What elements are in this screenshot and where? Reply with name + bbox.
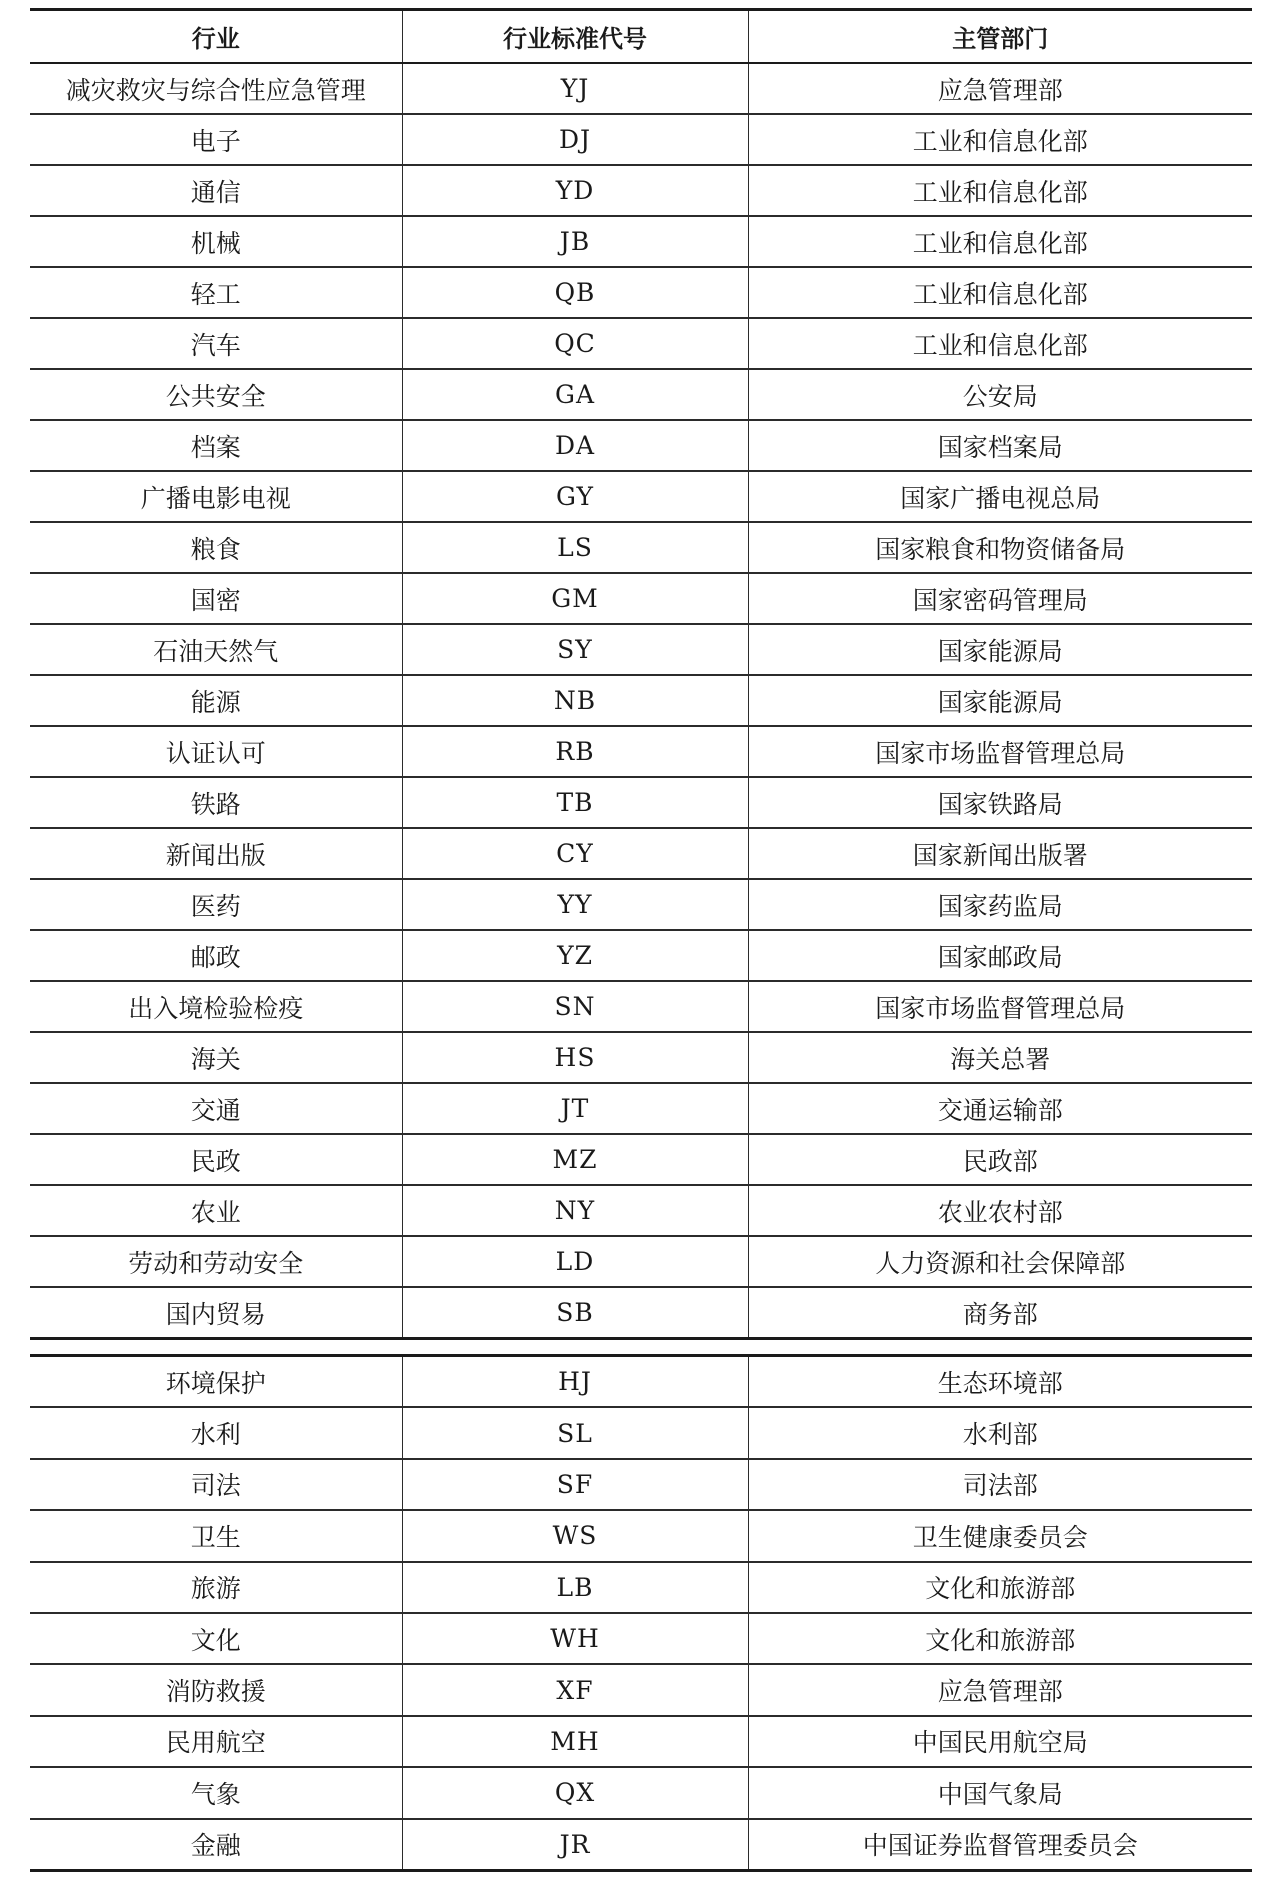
table-row [30,1356,1252,1408]
table-row [30,471,1252,522]
cell-code: GA [402,369,748,420]
cell-code: DA [402,420,748,471]
cell-department: 国家新闻出版署 [748,828,1252,879]
cell-industry: 铁路 [30,777,402,828]
cell-industry: 医药 [30,879,402,930]
table-row [30,1716,1252,1767]
cell-code: QC [402,318,748,369]
cell-industry: 国密 [30,573,402,624]
cell-industry: 通信 [30,165,402,216]
cell-department: 国家能源局 [748,624,1252,675]
cell-department: 民政部 [748,1134,1252,1185]
cell-industry: 气象 [30,1767,402,1818]
table-row [30,1562,1252,1613]
cell-code: NY [402,1185,748,1236]
cell-industry: 水利 [30,1407,402,1458]
cell-code: JT [402,1083,748,1134]
header-department: 主管部门 [748,10,1252,64]
cell-code: SL [402,1407,748,1458]
table-row [30,267,1252,318]
cell-code: RB [402,726,748,777]
cell-code: NB [402,675,748,726]
header-code: 行业标准代号 [402,10,748,64]
table-row [30,1767,1252,1818]
cell-industry: 环境保护 [30,1356,402,1408]
cell-code: HJ [402,1356,748,1408]
table-row [30,1185,1252,1236]
cell-code: LS [402,522,748,573]
cell-industry: 国内贸易 [30,1287,402,1339]
cell-code: WH [402,1613,748,1664]
cell-industry: 司法 [30,1459,402,1510]
table-row [30,675,1252,726]
cell-department: 农业农村部 [748,1185,1252,1236]
cell-code: GM [402,573,748,624]
cell-industry: 交通 [30,1083,402,1134]
cell-department: 工业和信息化部 [748,267,1252,318]
cell-industry: 卫生 [30,1510,402,1561]
cell-industry: 电子 [30,114,402,165]
cell-department: 应急管理部 [748,63,1252,114]
cell-department: 司法部 [748,1459,1252,1510]
cell-department: 卫生健康委员会 [748,1510,1252,1561]
cell-code: SY [402,624,748,675]
cell-code: YY [402,879,748,930]
table-row [30,1032,1252,1083]
header-industry: 行业 [30,10,402,64]
cell-department: 交通运输部 [748,1083,1252,1134]
cell-department: 国家市场监督管理总局 [748,981,1252,1032]
cell-department: 国家广播电视总局 [748,471,1252,522]
table-row [30,1510,1252,1561]
table-row [30,981,1252,1032]
cell-department: 海关总署 [748,1032,1252,1083]
table-row [30,828,1252,879]
table-row [30,522,1252,573]
cell-code: TB [402,777,748,828]
table-row [30,573,1252,624]
table-row [30,930,1252,981]
cell-industry: 轻工 [30,267,402,318]
cell-code: MH [402,1716,748,1767]
table-row [30,216,1252,267]
cell-code: JR [402,1819,748,1871]
cell-code: DJ [402,114,748,165]
table-row [30,726,1252,777]
cell-department: 人力资源和社会保障部 [748,1236,1252,1287]
cell-code: QX [402,1767,748,1818]
cell-department: 公安局 [748,369,1252,420]
table-row [30,624,1252,675]
cell-industry: 减灾救灾与综合性应急管理 [30,63,402,114]
cell-code: SB [402,1287,748,1339]
table-row [30,1134,1252,1185]
table-row [30,1236,1252,1287]
cell-industry: 文化 [30,1613,402,1664]
cell-department: 商务部 [748,1287,1252,1339]
table-row [30,318,1252,369]
cell-department: 生态环境部 [748,1356,1252,1408]
cell-department: 中国气象局 [748,1767,1252,1818]
cell-code: HS [402,1032,748,1083]
cell-department: 工业和信息化部 [748,216,1252,267]
cell-industry: 档案 [30,420,402,471]
table-row [30,1664,1252,1715]
cell-industry: 旅游 [30,1562,402,1613]
cell-code: QB [402,267,748,318]
cell-code: GY [402,471,748,522]
table-row [30,1287,1252,1339]
table-row [30,1819,1252,1871]
cell-department: 工业和信息化部 [748,165,1252,216]
cell-industry: 新闻出版 [30,828,402,879]
cell-code: YJ [402,63,748,114]
cell-industry: 能源 [30,675,402,726]
cell-code: YD [402,165,748,216]
cell-industry: 民用航空 [30,1716,402,1767]
cell-code: LB [402,1562,748,1613]
cell-industry: 消防救援 [30,1664,402,1715]
cell-department: 中国证券监督管理委员会 [748,1819,1252,1871]
table-row [30,420,1252,471]
cell-code: LD [402,1236,748,1287]
cell-department: 国家档案局 [748,420,1252,471]
cell-industry: 广播电影电视 [30,471,402,522]
cell-industry: 海关 [30,1032,402,1083]
cell-industry: 公共安全 [30,369,402,420]
table-row [30,114,1252,165]
cell-industry: 农业 [30,1185,402,1236]
table-row [30,165,1252,216]
cell-department: 文化和旅游部 [748,1562,1252,1613]
cell-department: 文化和旅游部 [748,1613,1252,1664]
cell-department: 水利部 [748,1407,1252,1458]
cell-industry: 汽车 [30,318,402,369]
cell-department: 工业和信息化部 [748,114,1252,165]
table-row [30,369,1252,420]
cell-industry: 民政 [30,1134,402,1185]
table-row [30,1083,1252,1134]
industry-standard-table-part1 [30,8,1252,1340]
cell-industry: 认证认可 [30,726,402,777]
cell-industry: 粮食 [30,522,402,573]
cell-code: XF [402,1664,748,1715]
cell-code: SF [402,1459,748,1510]
cell-department: 工业和信息化部 [748,318,1252,369]
industry-standard-table-part2 [30,1354,1252,1872]
cell-department: 国家邮政局 [748,930,1252,981]
industry-standard-code-page [30,8,1252,1872]
table-row [30,879,1252,930]
cell-code: MZ [402,1134,748,1185]
cell-industry: 石油天然气 [30,624,402,675]
cell-department: 中国民用航空局 [748,1716,1252,1767]
cell-industry: 出入境检验检疫 [30,981,402,1032]
table-row [30,1613,1252,1664]
cell-department: 国家药监局 [748,879,1252,930]
cell-industry: 邮政 [30,930,402,981]
table-row [30,777,1252,828]
table-row [30,63,1252,114]
table-header-row [30,10,1252,64]
cell-department: 国家市场监督管理总局 [748,726,1252,777]
cell-code: SN [402,981,748,1032]
cell-department: 国家粮食和物资储备局 [748,522,1252,573]
cell-industry: 机械 [30,216,402,267]
cell-code: WS [402,1510,748,1561]
cell-department: 国家密码管理局 [748,573,1252,624]
cell-industry: 劳动和劳动安全 [30,1236,402,1287]
cell-code: JB [402,216,748,267]
cell-department: 国家能源局 [748,675,1252,726]
cell-code: YZ [402,930,748,981]
table-row [30,1459,1252,1510]
cell-industry: 金融 [30,1819,402,1871]
cell-department: 应急管理部 [748,1664,1252,1715]
table-row [30,1407,1252,1458]
cell-department: 国家铁路局 [748,777,1252,828]
cell-code: CY [402,828,748,879]
